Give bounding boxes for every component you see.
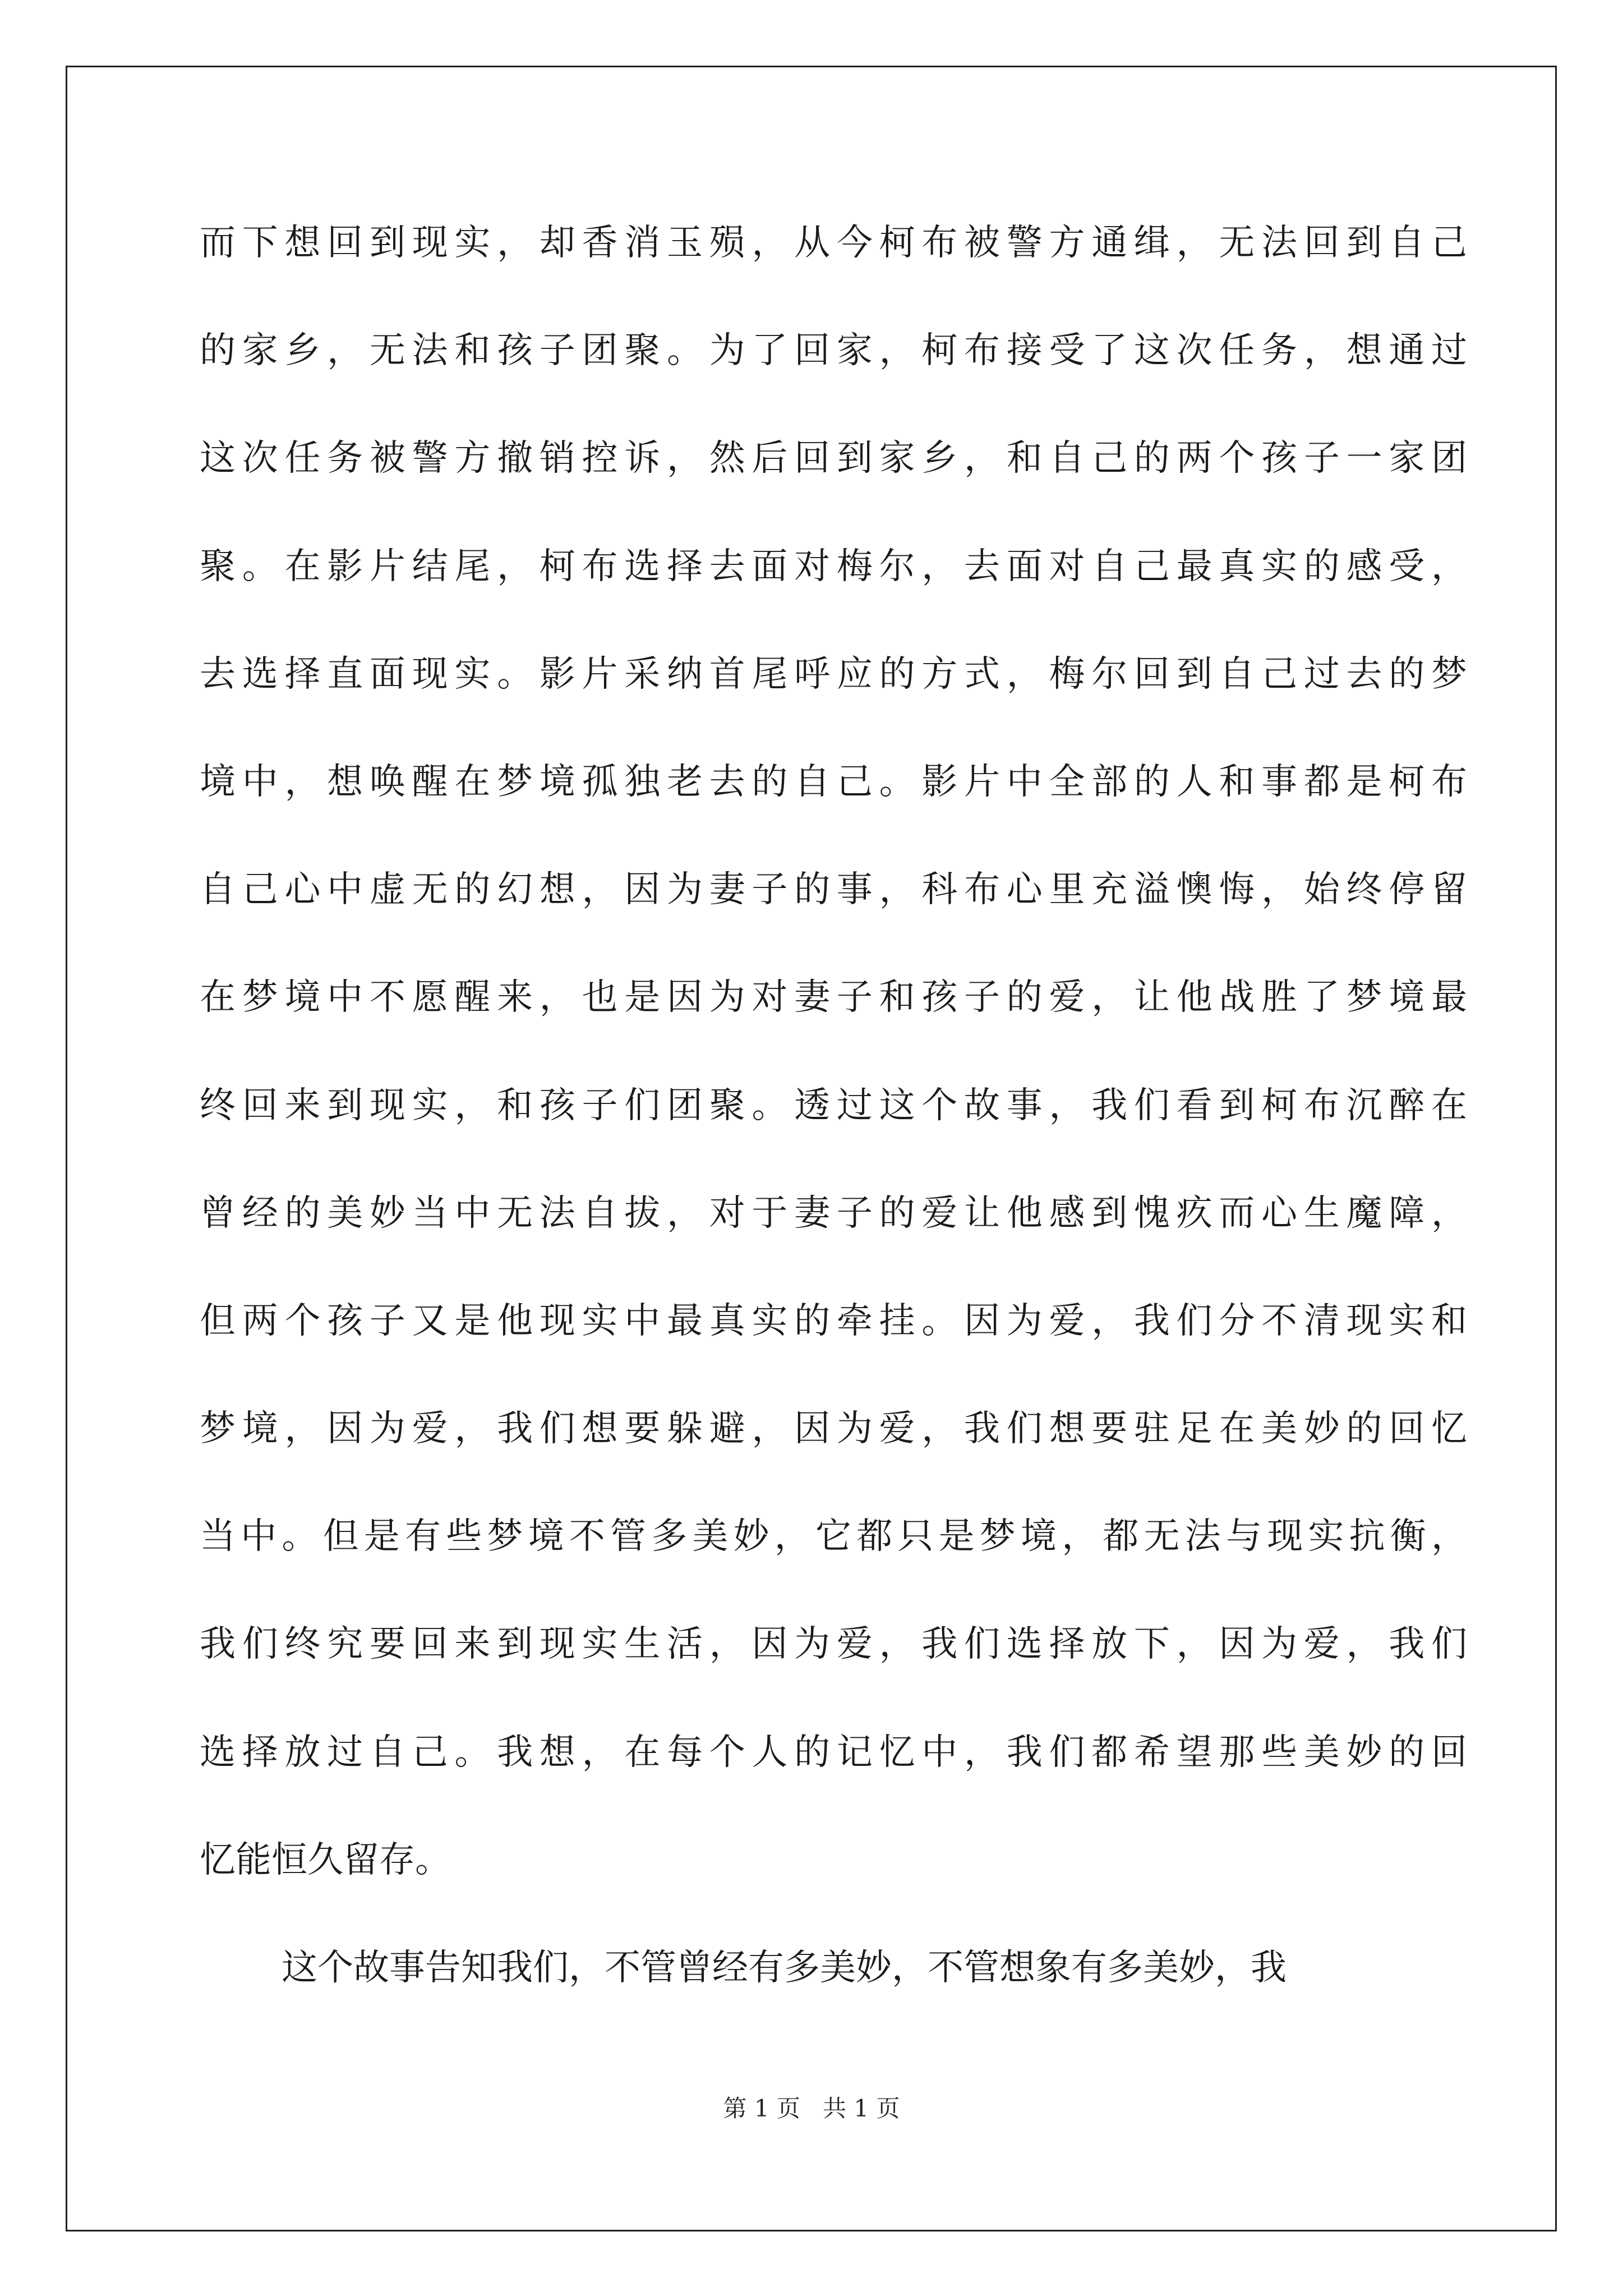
text-line: 境中，想唤醒在梦境孤独老去的自己。影片中全部的人和事都是柯布 xyxy=(200,761,1467,803)
text-line: 选择放过自己。我想，在每个人的记忆中，我们都希望那些美妙的回 xyxy=(200,1731,1467,1773)
document-body xyxy=(200,220,1467,2053)
text-line: 自己心中虚无的幻想，因为妻子的事，科布心里充溢懊悔，始终停留 xyxy=(200,869,1467,911)
text-line: 在梦境中不愿醒来，也是因为对妻子和孩子的爱，让他战胜了梦境最 xyxy=(200,977,1467,1019)
text-line: 当中。但是有些梦境不管多美妙，它都只是梦境，都无法与现实抗衡， xyxy=(200,1516,1467,1558)
text-line: 的家乡，无法和孩子团聚。为了回家，柯布接受了这次任务，想通过 xyxy=(200,330,1467,372)
text-line: 忆能恒久留存。 xyxy=(200,1839,451,1881)
text-line: 梦境，因为爱，我们想要躲避，因为爱，我们想要驻足在美妙的回忆 xyxy=(200,1408,1467,1450)
text-line: 这个故事告知我们，不管曾经有多美妙，不管想象有多美妙，我 xyxy=(282,1947,1287,1989)
text-line: 曾经的美妙当中无法自拔，对于妻子的爱让他感到愧疚而心生魔障， xyxy=(200,1192,1467,1234)
text-line: 而下想回到现实，却香消玉殒，从今柯布被警方通缉，无法回到自己 xyxy=(200,222,1467,264)
text-line: 去选择直面现实。影片采纳首尾呼应的方式，梅尔回到自己过去的梦 xyxy=(200,653,1467,695)
text-line: 我们终究要回来到现实生活，因为爱，我们选择放下，因为爱，我们 xyxy=(200,1623,1467,1665)
page-footer: 第 1 页 共 1 页 xyxy=(723,2095,900,2122)
text-line: 这次任务被警方撤销控诉，然后回到家乡，和自己的两个孩子一家团 xyxy=(200,438,1467,480)
text-line: 但两个孩子又是他现实中最真实的牵挂。因为爱，我们分不清现实和 xyxy=(200,1300,1467,1342)
text-line: 聚。在影片结尾，柯布选择去面对梅尔，去面对自己最真实的感受， xyxy=(200,545,1467,587)
text-line: 终回来到现实，和孩子们团聚。透过这个故事，我们看到柯布沉醉在 xyxy=(200,1084,1467,1126)
